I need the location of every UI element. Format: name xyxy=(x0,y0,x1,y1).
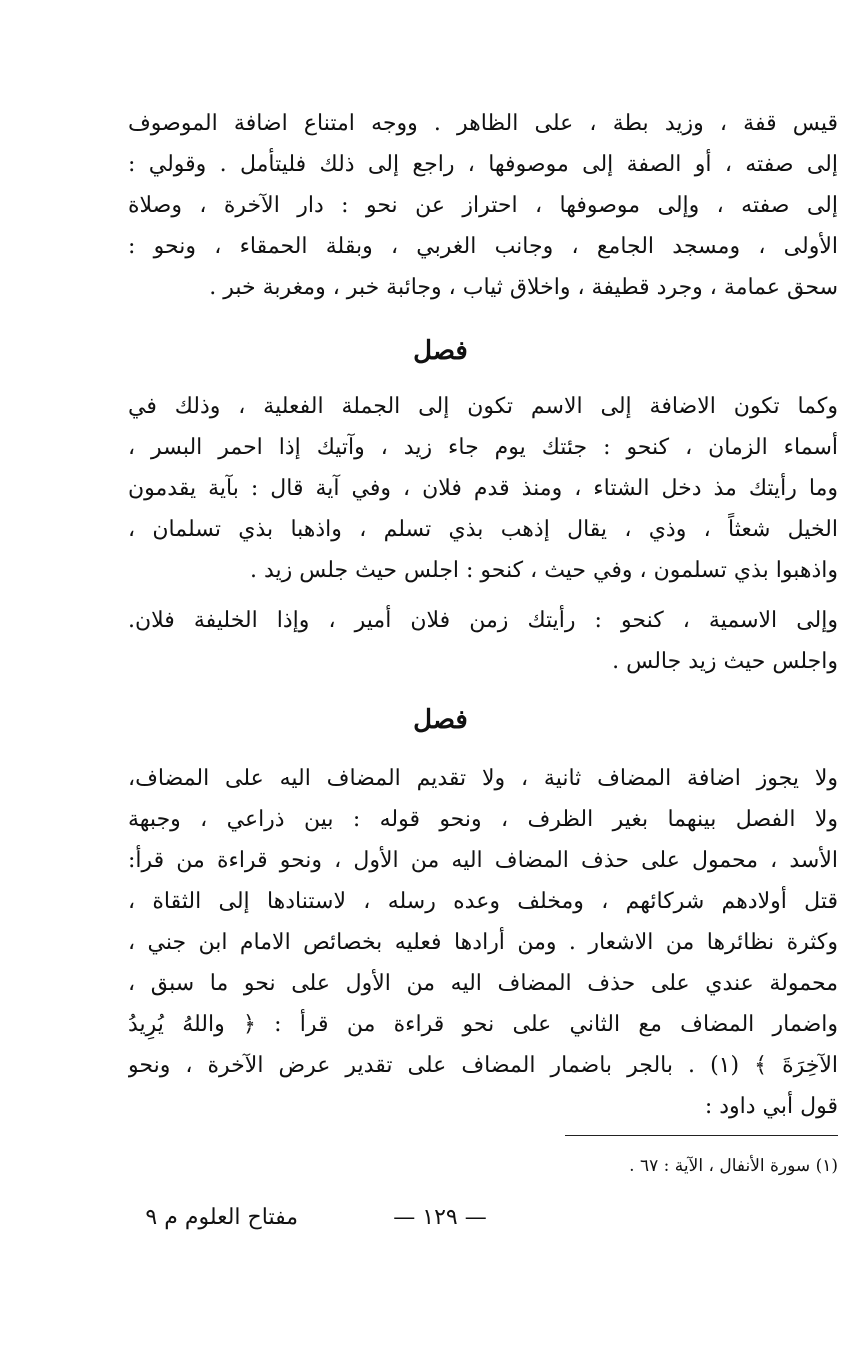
text-line: واضمار المضاف مع الثاني على نحو قراءة من قرأ : ﴿ واللهُ يُرِيدُ xyxy=(128,1012,838,1037)
section-heading-2: فصل xyxy=(413,705,468,735)
text-line: الخيل شعثاً ، وذي ، يقال إذهب بذي تسلم ، واذهبا بذي تسلمان ، xyxy=(128,517,838,542)
text-line: ولا يجوز اضافة المضاف ثانية ، ولا تقديم المضاف اليه على المضاف، xyxy=(128,766,838,791)
text-line: قيس قفة ، وزيد بطة ، على الظاهر . ووجه امتناع اضافة الموصوف xyxy=(128,111,838,136)
page-number: — ١٢٩ — xyxy=(393,1205,487,1230)
text-line: أسماء الزمان ، كنحو : جئتك يوم جاء زيد ، وآتيك إذا احمر البسر ، xyxy=(128,435,838,460)
text-line: وكما تكون الاضافة إلى الاسم تكون إلى الجملة الفعلية ، وذلك في xyxy=(128,394,838,419)
text-line: وما رأيتك مذ دخل الشتاء ، ومنذ قدم فلان ، وفي آية قال : بآية يقدمون xyxy=(128,476,838,501)
text-line: واجلس حيث زيد جالس . xyxy=(612,649,838,674)
paragraph-2 xyxy=(128,386,838,591)
text-line: ولا الفصل بينهما بغير الظرف ، ونحو قوله : بين ذراعي ، وجبهة xyxy=(128,807,838,832)
text-line: وكثرة نظائرها من الاشعار . ومن أرادها فعليه بخصائص الامام ابن جني ، xyxy=(128,930,838,955)
text-line: سحق عمامة ، وجرد قطيفة ، واخلاق ثياب ، وجائبة خبر ، ومغربة خبر . xyxy=(209,275,838,300)
paragraph-1 xyxy=(128,103,838,308)
text-line: إلى صفته ، وإلى موصوفها ، احتراز عن نحو : دار الآخرة ، وصلاة xyxy=(128,193,838,218)
text-line: الأسد ، محمول على حذف المضاف اليه من الأول ، ونحو قراءة من قرأ: xyxy=(128,848,838,873)
footnote-divider xyxy=(565,1135,838,1136)
text-line: واذهبوا بذي تسلمون ، وفي حيث ، كنحو : اجلس حيث جلس زيد . xyxy=(249,558,838,583)
footnote: (١) سورة الأنفال ، الآية : ٦٧ . xyxy=(629,1156,838,1176)
running-title: مفتاح العلوم م ٩ xyxy=(145,1205,298,1230)
text-line: إلى صفته ، أو الصفة إلى موصوفها ، راجع إلى ذلك فليتأمل . وقولي : xyxy=(128,152,838,177)
text-line: الآخِرَةَ ﴾ (١) . بالجر باضمار المضاف على تقدير عرض الآخرة ، ونحو xyxy=(128,1053,838,1078)
text-line: الأولى ، ومسجد الجامع ، وجانب الغربي ، وبقلة الحمقاء ، ونحو : xyxy=(128,234,838,259)
paragraph-3 xyxy=(128,600,838,682)
text-line: قتل أولادهم شركائهم ، ومخلف وعده رسله ، لاستنادها إلى الثقاة ، xyxy=(128,889,838,914)
text-line: محمولة عندي على حذف المضاف اليه من الأول على نحو ما سبق ، xyxy=(128,971,838,996)
text-line: قول أبي داود : xyxy=(704,1094,838,1119)
section-heading-1: فصل xyxy=(413,336,468,366)
text-line: وإلى الاسمية ، كنحو : رأيتك زمن فلان أمير ، وإذا الخليفة فلان. xyxy=(128,608,838,633)
paragraph-4 xyxy=(128,758,838,1127)
